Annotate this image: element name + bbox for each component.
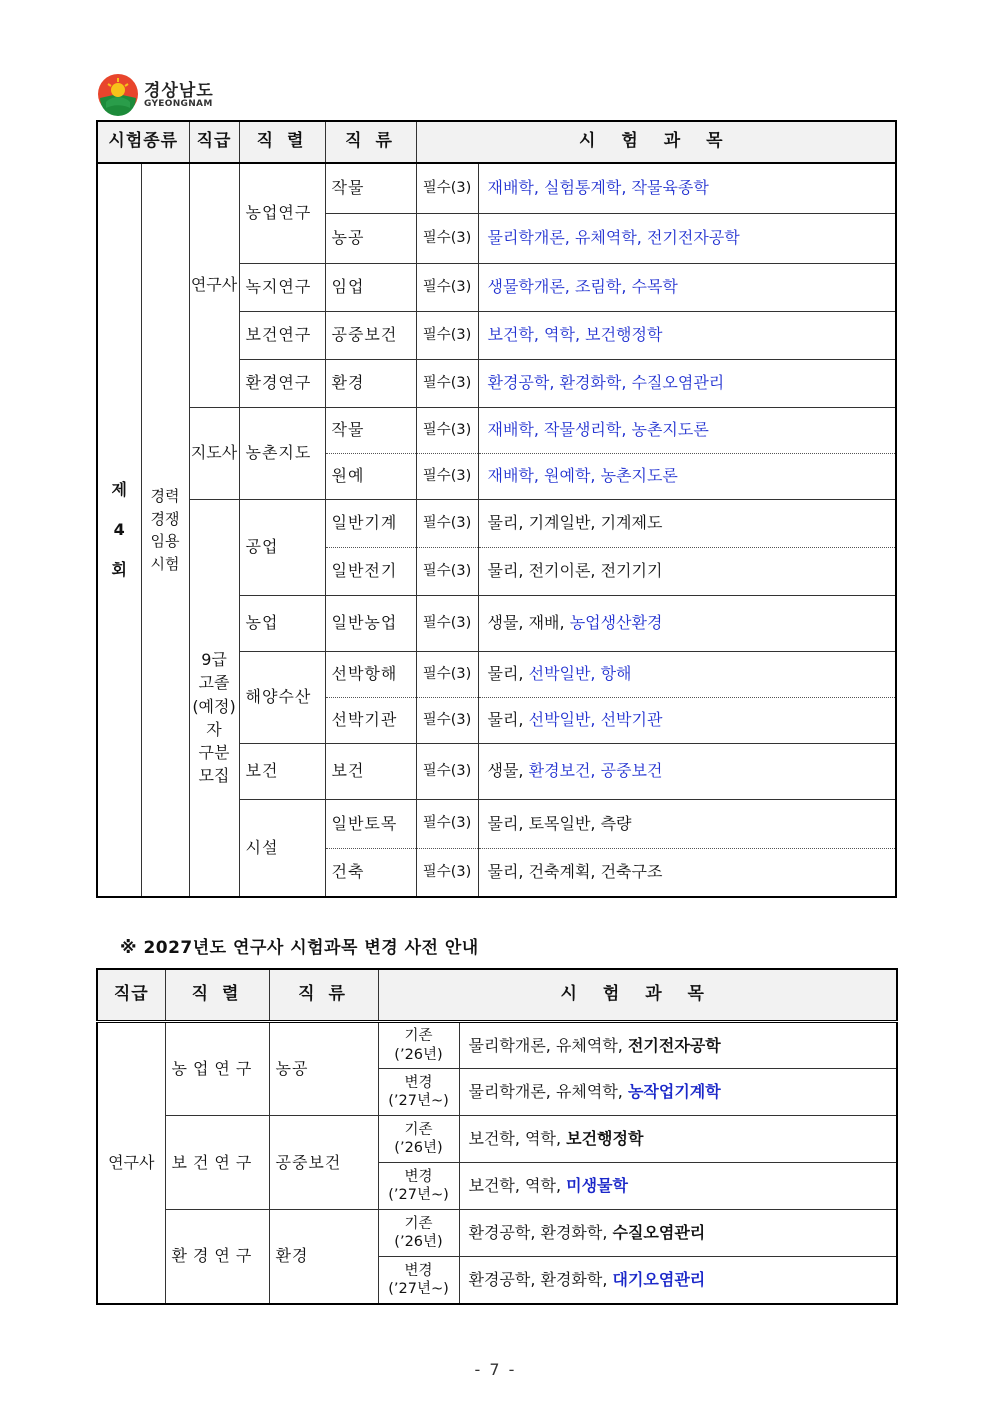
subjects-cell: 재배학, 작물생리학, 농촌지도론 [478,407,896,453]
series-health: 보건 [239,743,325,799]
era-existing: 기존 (’26년) [378,1116,459,1163]
subjects-cell: 재배학, 실험통계학, 작물육종학 [478,163,896,213]
series-cell: 농업연구 [165,1022,269,1116]
subjects-cell: 물리, 건축계획, 건축구조 [478,848,896,897]
exam-kind-cell: 경력 경쟁 임용 시험 [141,163,189,897]
grade-guide: 지도사 [189,407,239,499]
required-cell: 필수(3) [416,651,478,697]
era-existing: 기존 (’26년) [378,1210,459,1257]
subject-change-table [96,968,898,1305]
required-cell: 필수(3) [416,311,478,359]
class-cell: 작물 [325,407,416,453]
subjects-cell: 환경공학, 환경화학, 수질오염관리 [478,359,896,407]
class-cell: 일반전기 [325,547,416,595]
header-series: 직 렬 [165,969,269,1022]
page-number: - 7 - [474,1360,517,1379]
required-cell: 필수(3) [416,453,478,499]
class-cell: 환경 [325,359,416,407]
gyeongnam-emblem-icon [96,72,140,116]
subjects-cell: 환경공학, 환경화학, 대기오염관리 [459,1257,897,1304]
table-header-row [97,969,897,1022]
series-marine: 해양수산 [239,651,325,743]
subjects-cell: 환경공학, 환경화학, 수질오염관리 [459,1210,897,1257]
required-cell: 필수(3) [416,547,478,595]
header-class: 직 류 [325,121,416,163]
required-cell: 필수(3) [416,263,478,311]
table-row [97,1022,897,1069]
table-header-row [97,121,896,163]
class-cell: 임업 [325,263,416,311]
class-cell: 작물 [325,163,416,213]
required-cell: 필수(3) [416,359,478,407]
exam-subjects-table [96,120,897,898]
era-changed: 변경 (’27년~) [378,1069,459,1116]
class-cell: 건축 [325,848,416,897]
class-cell: 원예 [325,453,416,499]
subjects-cell: 보건학, 역학, 미생물학 [459,1163,897,1210]
subjects-cell: 물리, 전기이론, 전기기기 [478,547,896,595]
subjects-cell: 보건학, 역학, 보건행정학 [478,311,896,359]
logo-korean-name: 경상남도 [144,81,214,101]
class-cell: 공중보건 [269,1116,378,1210]
table-row [97,499,896,547]
header-subjects: 시 험 과 목 [378,969,897,1022]
series-facility: 시설 [239,799,325,897]
series-cell: 보건연구 [165,1116,269,1210]
required-cell: 필수(3) [416,213,478,263]
grade-researcher: 연구사 [189,163,239,407]
class-cell: 일반토목 [325,799,416,848]
series-industry: 공업 [239,499,325,595]
class-cell: 일반농업 [325,595,416,651]
era-changed: 변경 (’27년~) [378,1163,459,1210]
subjects-cell: 물리, 토목일반, 측량 [478,799,896,848]
required-cell: 필수(3) [416,799,478,848]
subjects-cell: 물리, 선박일반, 선박기관 [478,697,896,743]
table-row [97,1116,897,1163]
header-grade: 직급 [97,969,165,1022]
class-cell: 보건 [325,743,416,799]
subjects-cell: 물리, 선박일반, 항해 [478,651,896,697]
required-cell: 필수(3) [416,848,478,897]
subjects-cell: 재배학, 원예학, 농촌지도론 [478,453,896,499]
subjects-cell: 물리학개론, 유체역학, 전기전자공학 [459,1022,897,1069]
logo-english-name: GYEONGNAM [144,99,213,109]
table-row [97,407,896,453]
series-health-research: 보건연구 [239,311,325,359]
subjects-cell: 물리학개론, 유체역학, 전기전자공학 [478,213,896,263]
series-agriculture: 농업 [239,595,325,651]
required-cell: 필수(3) [416,499,478,547]
notice-heading: ※ 2027년도 연구사 시험과목 변경 사전 안내 [120,938,479,958]
series-rural-guide: 농촌지도 [239,407,325,499]
header-series: 직 렬 [239,121,325,163]
required-cell: 필수(3) [416,743,478,799]
era-changed: 변경 (’27년~) [378,1257,459,1304]
subjects-cell: 생물학개론, 조림학, 수목학 [478,263,896,311]
table-row [97,1210,897,1257]
grade-9-highschool: 9급 고졸 (예정) 자 구분 모집 [189,499,239,897]
class-cell: 공중보건 [325,311,416,359]
subjects-cell: 물리학개론, 유체역학, 농작업기계학 [459,1069,897,1116]
required-cell: 필수(3) [416,407,478,453]
required-cell: 필수(3) [416,595,478,651]
subjects-cell: 물리, 기계일반, 기계제도 [478,499,896,547]
required-cell: 필수(3) [416,697,478,743]
class-cell: 농공 [325,213,416,263]
header-class: 직 류 [269,969,378,1022]
subjects-cell: 생물, 환경보건, 공중보건 [478,743,896,799]
series-cell: 환경연구 [165,1210,269,1304]
series-env-research: 환경연구 [239,359,325,407]
table-row [97,163,896,213]
class-cell: 농공 [269,1022,378,1116]
header-subjects: 시 험 과 목 [416,121,896,163]
grade-researcher: 연구사 [97,1022,165,1304]
class-cell: 일반기계 [325,499,416,547]
required-cell: 필수(3) [416,163,478,213]
class-cell: 선박기관 [325,697,416,743]
gyeongnam-logo [96,72,246,118]
header-grade: 직급 [189,121,239,163]
subjects-cell: 생물, 재배, 농업생산환경 [478,595,896,651]
subjects-cell: 보건학, 역학, 보건행정학 [459,1116,897,1163]
exam-round-cell: 제 4 회 [97,163,141,897]
series-agri-research: 농업연구 [239,163,325,263]
class-cell: 환경 [269,1210,378,1304]
header-exam-type: 시험종류 [97,121,189,163]
class-cell: 선박항해 [325,651,416,697]
era-existing: 기존 (’26년) [378,1022,459,1069]
series-green-research: 녹지연구 [239,263,325,311]
